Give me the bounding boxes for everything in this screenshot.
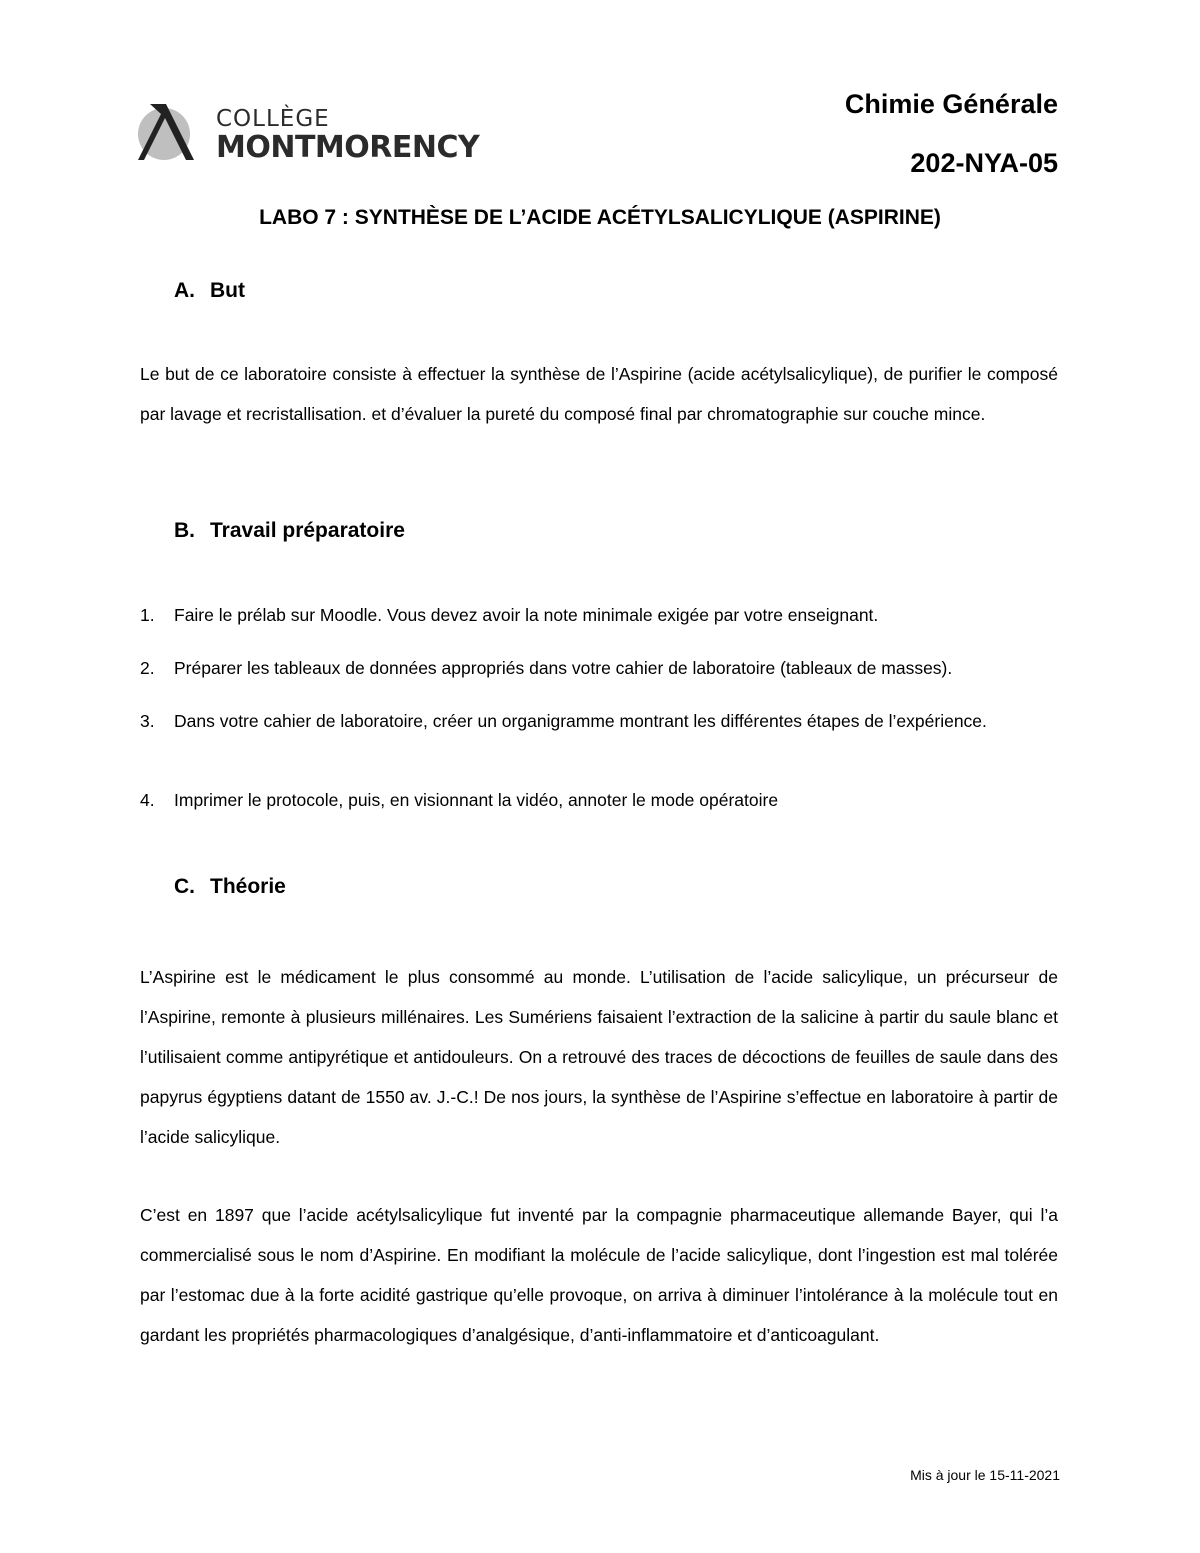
- theory-paragraph-1: [140, 957, 1058, 1157]
- section-c-title: Théorie: [210, 875, 286, 898]
- college-logo: [136, 100, 480, 165]
- lab-title: LABO 7 : SYNTHÈSE DE L’ACIDE ACÉTYLSALICYLIQUE (ASPIRINE): [259, 206, 941, 229]
- course-title: Chimie Générale: [844, 89, 1058, 119]
- section-b-title: Travail préparatoire: [210, 519, 405, 542]
- logo-montmorency-text: MONTMORENCY: [216, 130, 480, 165]
- list-item-text: Dans votre cahier de laboratoire, créer un organigramme montrant les différentes étapes de l’expérience.: [174, 711, 987, 731]
- list-item-number: 4.: [140, 790, 155, 810]
- list-item-number: 3.: [140, 711, 155, 731]
- theory-text-2: C’est en 1897 que l’acide acétylsalicylique fut inventé par la compagnie pharmaceutique allemande Bayer, qui l’a commercialisé sous le nom d’Aspirine. En modifiant la molécule de l’acide salicylique, dont l’ingestion est mal tolérée par l’estomac due à la forte acidité gastrique qu’elle provoque, on arriva à diminuer l’intolérance à la molécule tout en gardant les propriétés pharmacologiques d’analgésique, d’anti-inflammatoire et d’anticoagulant.: [140, 1205, 1058, 1345]
- section-a-letter: A.: [174, 279, 195, 302]
- purpose-paragraph: Le but de ce laboratoire consiste à effectuer la synthèse de l’Aspirine (acide acétylsalicylique), de purifier le composé par lavage et recristallisation. et d’évaluer la pureté du composé final par chromatographie sur couche mince.: [140, 364, 1058, 424]
- theory-text-1: L’Aspirine est le médicament le plus consommé au monde. L’utilisation de l’acide salicylique, un précurseur de l’Aspirine, remonte à plusieurs millénaires. Les Sumériens faisaient l’extraction de la salicine à partir du saule blanc et l’utilisaient comme antipyrétique et antidouleurs. On a retrouvé des traces de décoctions de feuilles de saule dans des papyrus égyptiens datant de 1550 av. J.-C.! De nos jours, la synthèse de l’Aspirine s’effectue en laboratoire à partir de l’acide salicylique.: [140, 967, 1058, 1147]
- course-code: 202-NYA-05: [910, 148, 1058, 178]
- theory-paragraph-2: [140, 1195, 1058, 1355]
- section-c-heading: [174, 875, 286, 899]
- list-item-text: Préparer les tableaux de données appropriés dans votre cahier de laboratoire (tableaux de masses).: [174, 658, 953, 678]
- section-a-heading: [174, 279, 245, 303]
- college-lambda-icon: [136, 100, 200, 162]
- list-item-number: 1.: [140, 605, 155, 625]
- list-item-text: Faire le prélab sur Moodle. Vous devez avoir la note minimale exigée par votre enseignant.: [174, 605, 879, 625]
- section-a-text: [140, 354, 1058, 434]
- section-b-letter: B.: [174, 519, 195, 542]
- section-c-letter: C.: [174, 875, 195, 898]
- section-a-title: But: [210, 279, 245, 302]
- list-item-text: Imprimer le protocole, puis, en visionnant la vidéo, annoter le mode opératoire: [174, 790, 779, 810]
- list-item-number: 2.: [140, 658, 155, 678]
- logo-college-text: COLLÈGE: [216, 106, 330, 132]
- update-date: Mis à jour le 15-11-2021: [910, 1467, 1060, 1483]
- section-b-heading: [174, 519, 405, 543]
